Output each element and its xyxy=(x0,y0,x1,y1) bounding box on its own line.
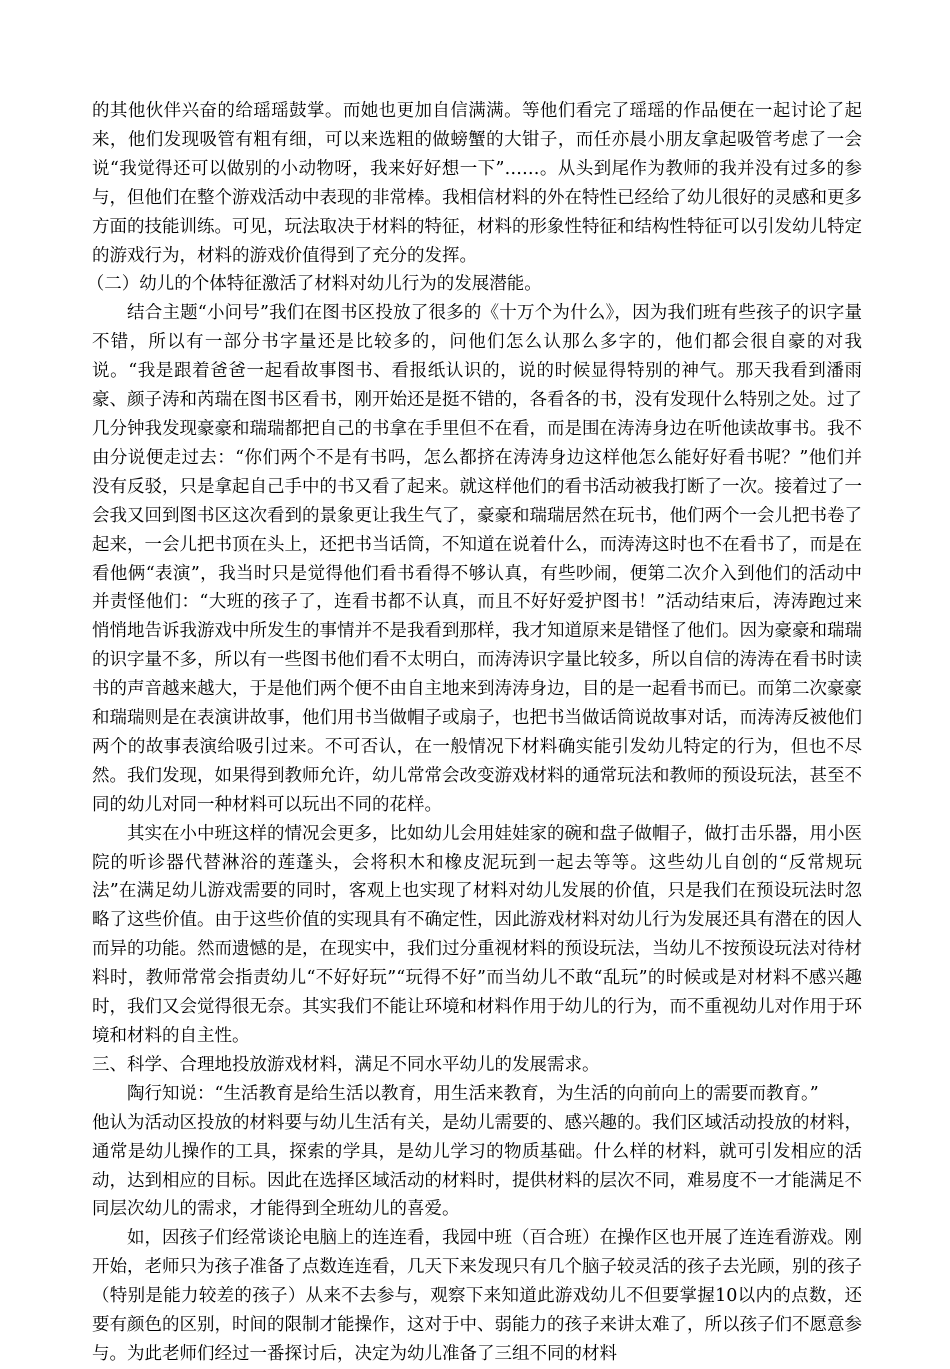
document-page xyxy=(86,97,862,1369)
paragraph-continuation: 的其他伙伴兴奋的给瑶瑶鼓掌。而她也更加自信满满。等他们看完了瑶瑶的作品便在一起讨论了起来，他们发现吸管有粗有细，可以来选粗的做螃蟹的大钳子，而任亦晨小朋友拿起吸管考虑了一会说“我觉得还可以做别的小动物呀，我来好好想一下”……。从头到尾作为教师的我并没有过多的参与，但他们在整个游戏活动中表现的非常棒。我相信材料的外在特性已经给了幼儿很好的灵感和更多方面的技能训练。可见，玩法取决于材料的特征，材料的形象性特征和结构性特征可以引发幼儿特定的游戏行为，材料的游戏价值得到了充分的发挥。 xyxy=(92,101,862,266)
section-heading-2: （二）幼儿的个体特征激活了材料对幼儿行为的发展潜能。 xyxy=(86,274,542,295)
paragraph-library-story: 结合主题“小问号”我们在图书区投放了很多的《十万个为什么》，因为我们班有些孩子的识字量不错，所以有一部分书字量还是比较多的，问他们怎么认那么多字的，他们都会很自豪的对我说。“我是跟着爸爸一起看故事图书、看报纸认识的，说的时候显得特别的神气。那天我看到潘雨豪、颜子涛和芮瑞在图书区看书，刚开始还是挺不错的，各看各的书，没有发现什么特别之处。过了几分钟我发现豪豪和瑞瑞都把自己的书拿在手里但不在看，而是围在涛涛身边在听他读故事书。我不由分说便走过去：“你们两个不是有书吗，怎么都挤在涛涛身边这样他怎么能好好看书呢？”他们并没有反驳，只是拿起自己手中的书又看了起来。就这样他们的看书活动被我打断了一次。接着过了一会我又回到图书区这次看到的景象更让我生气了，豪豪和瑞瑞居然在玩书，他们两个一会儿把书卷了起来，一会儿把书顶在头上，还把书当话筒，不知道在说着什么，而涛涛这时也不在看书了，而是在看他俩“表演”，我当时只是觉得他们看书看得不够认真，有些吵闹，便第二次介入到他们的活动中并责怪他们：“大班的孩子了，连看书都不认真，而且不好好爱护图书！”活动结束后，涛涛跑过来悄悄地告诉我游戏中所发生的事情并不是我看到那样，我才知道原来是错怪了他们。因为豪豪和瑞瑞的识字量不多，所以有一些图书他们看不太明白，而涛涛识字量比较多，所以自信的涛涛在看书时读书的声音越来越大，于是他们两个便不由自主地来到涛涛身边，目的是一起看书而已。而第二次豪豪和瑞瑞则是在表演讲故事，他们用书当做帽子或扇子，也把书当做话筒说故事对话，而涛涛反被他们两个的故事表演给吸引过来。不可否认，在一般情况下材料确实能引发幼儿特定的行为，但也不尽然。我们发现，如果得到教师允许，幼儿常常会改变游戏材料的通常玩法和教师的预设玩法，甚至不同的幼儿对同一种材料可以玩出不同的花样。 xyxy=(92,303,862,815)
paragraph-lianliankan: 如，因孩子们经常谈论电脑上的连连看，我园中班（百合班）在操作区也开展了连连看游戏。刚开始，老师只为孩子准备了点数连连看，几天下来发现只有几个脑子较灵活的孩子去光顾，别的孩子（特别是能力较差的孩子）从来不去参与，观察下来知道此游戏幼儿不但要掌握10以内的点数，还要有颜色的区别，时间的限制才能操作，这对于中、弱能力的孩子来讲太难了，所以孩子们不愿意参与。为此老师们经过一番探讨后，决定为幼儿准备了三组不同的材料 xyxy=(92,1228,862,1364)
paragraph-materials: 他认为活动区投放的材料要与幼儿生活有关，是幼儿需要的、感兴趣的。我们区域活动投放的材料，通常是幼儿操作的工具，探索的学具，是幼儿学习的物质基础。什么样的材料，就可引发相应的活动，达到相应的目标。因此在选择区域活动的材料时，提供材料的层次不同，难易度不一才能满足不同层次幼儿的需求，才能得到全班幼儿的喜爱。 xyxy=(92,1112,862,1220)
paragraph-small-middle-class: 其实在小中班这样的情况会更多，比如幼儿会用娃娃家的碗和盘子做帽子，做打击乐器，用小医院的听诊器代替淋浴的莲蓬头，会将积木和橡皮泥玩到一起去等等。这些幼儿自创的“反常规玩法”在满足幼儿游戏需要的同时，客观上也实现了材料对幼儿发展的价值，只是我们在预设玩法时忽略了这些价值。由于这些价值的实现具有不确定性，因此游戏材料对幼儿行为发展还具有潜在的因人而异的功能。然而遗憾的是，在现实中，我们过分重视材料的预设玩法，当幼儿不按预设玩法对待材料时，教师常常会指责幼儿“不好好玩”“玩得不好”而当幼儿不敢“乱玩”的时候或是对材料不感兴趣时，我们又会觉得很无奈。其实我们不能让环境和材料作用于幼儿的行为，而不重视幼儿对作用于环境和材料的自主性。 xyxy=(92,823,862,1046)
section-heading-3: 三、科学、合理地投放游戏材料，满足不同水平幼儿的发展需求。 xyxy=(92,1054,600,1075)
paragraph-tao-quote: 陶行知说：“生活教育是给生活以教育，用生活来教育，为生活的向前向上的需要而教育。” xyxy=(127,1083,819,1104)
